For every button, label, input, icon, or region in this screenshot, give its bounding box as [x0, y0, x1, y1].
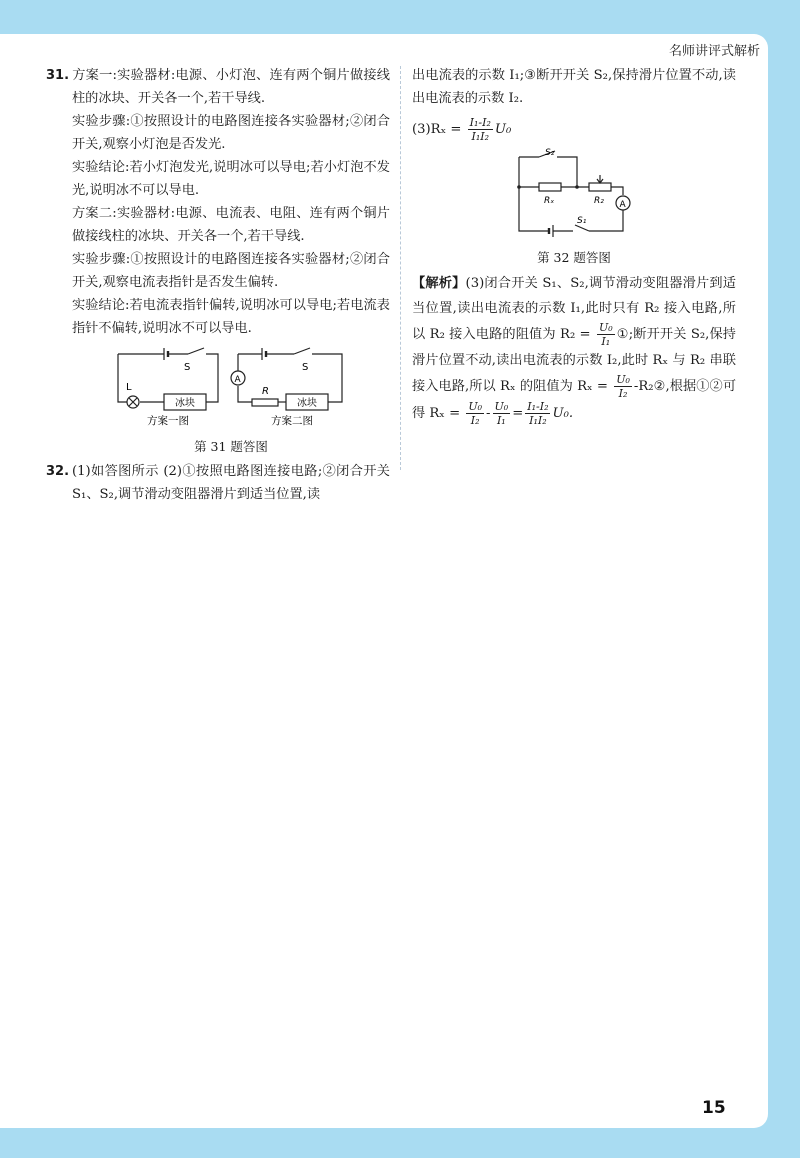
q31-plan1-conclusion: 实验结论:若小灯泡发光,说明冰可以导电;若小灯泡不发光,说明冰不可以导电.	[72, 160, 390, 198]
q31-plan1-steps: 实验步骤:①按照设计的电路图连接各实验器材;②闭合开关,观察小灯泡是否发光.	[72, 114, 390, 152]
q32-part3-answer: (3)Rₓ = $\frac{\text{I₁-I₂}}{\text{I₁I₂}}$ U₀	[412, 116, 512, 143]
plan1-lamp-label: L	[126, 382, 132, 393]
right-column	[412, 64, 736, 427]
analysis-fraction-1: $\frac{\text{U₀}}{\text{I₁}}$	[598, 321, 613, 348]
section-title: 名师讲评式解析	[668, 44, 760, 59]
q32-figure-caption: 第 32 题答图	[537, 250, 611, 265]
analysis-label: 【解析】	[412, 276, 466, 291]
plan1-switch-label: S	[184, 362, 191, 373]
q32-circuit-diagram	[509, 147, 639, 239]
q32-rx-label: Rₓ	[544, 196, 555, 206]
q32-r2-label: R₂	[594, 196, 604, 206]
q32-r2-rheostat	[589, 183, 611, 191]
analysis-fraction-4: $\frac{\text{U₀}}{\text{I₁}}$	[494, 400, 509, 427]
left-column	[46, 64, 390, 506]
analysis-fraction-5: $\frac{\text{I₁-I₂}}{\text{I₁I₂}}$	[527, 400, 549, 427]
plan1-caption: 方案一图	[147, 415, 189, 427]
page-number: 15	[702, 1098, 726, 1118]
q31-plan2-conclusion: 实验结论:若电流表指针偏转,说明冰可以导电;若电流表指针不偏转,说明冰不可以导电.	[72, 298, 390, 336]
q32-part2-continued: 出电流表的示数 I₁;③断开开关 S₂,保持滑片位置不动,读出电流表的示数 I₂.	[412, 68, 736, 106]
plan2-switch-label: S	[302, 362, 309, 373]
q31-plan2-materials: 方案二:实验器材:电源、电流表、电阻、连有两个铜片做接线柱的冰块、开关各一个,若干导线.	[72, 206, 390, 244]
q32-part3-fraction: $\frac{\text{I₁-I₂}}{\text{I₁I₂}}$	[469, 116, 491, 143]
q32-analysis: 【解析】(3)闭合开关 S₁、S₂,调节滑动变阻器滑片到适当位置,读出电流表的示数 I₁,此时只有 R₂ 接入电路,所以 R₂ 接入电路的阻值为 R₂ = $\frac{\text{U₀}}{\text{I₁}}$ ①;断开开关 S₂,保持滑片位置不动,读出电流表的示数 I₂,此时 Rₓ 与 R₂ 串联接入电路,所以 Rₓ 的阻值为 Rₓ = $\frac{\text{U₀}}{\text{I₂}}$ -R₂②,根据①②可得 Rₓ = $\frac{\text{U₀}}{\text{I₂}}$ - $\frac{\text{U₀}}{\text{I₁}}$ = $\frac{\text{I₁-I₂}}{\text{I₁I₂}}$ U₀.	[412, 276, 737, 427]
plan2-resistor-label: R	[262, 386, 269, 397]
plan2-ice-label: 冰块	[297, 398, 317, 409]
q31-number: 31.	[46, 68, 70, 83]
q32-s1-label: S₁	[577, 216, 587, 226]
q32-rx-resistor	[539, 183, 561, 191]
plan2-ammeter-label: A	[234, 375, 241, 385]
plan2-circuit	[231, 348, 342, 410]
q32-s2-label: S₂	[545, 148, 555, 158]
q31-plan2-steps: 实验步骤:①按照设计的电路图连接各实验器材;②闭合开关,观察电流表指针是否发生偏转.	[72, 252, 390, 290]
column-divider	[400, 66, 401, 470]
plan1-ice-label: 冰块	[175, 398, 195, 409]
q31-figure	[72, 344, 390, 436]
q32-circuit	[519, 151, 630, 237]
q31-plan1-materials: 31. 方案一:实验器材:电源、小灯泡、连有两个铜片做接线柱的冰块、开关各一个,若干导线.	[72, 64, 390, 110]
q32-figure	[412, 147, 736, 247]
plan1-circuit	[118, 348, 218, 410]
plan2-resistor	[252, 399, 278, 406]
analysis-fraction-3: $\frac{\text{U₀}}{\text{I₂}}$	[468, 400, 483, 427]
q31-figure-caption: 第 31 题答图	[194, 439, 268, 454]
q31-circuit-diagrams	[106, 344, 356, 428]
plan2-caption: 方案二图	[271, 415, 313, 427]
q32-ammeter-label: A	[619, 200, 626, 210]
q32-number: 32.	[46, 464, 70, 479]
analysis-fraction-2: $\frac{\text{U₀}}{\text{I₂}}$	[616, 373, 630, 400]
q32-parts-1-2: 32. (1)如答图所示 (2)①按照电路图连接电路;②闭合开关 S₁、S₂,调节滑动变阻器滑片到适当位置,读	[72, 460, 390, 506]
